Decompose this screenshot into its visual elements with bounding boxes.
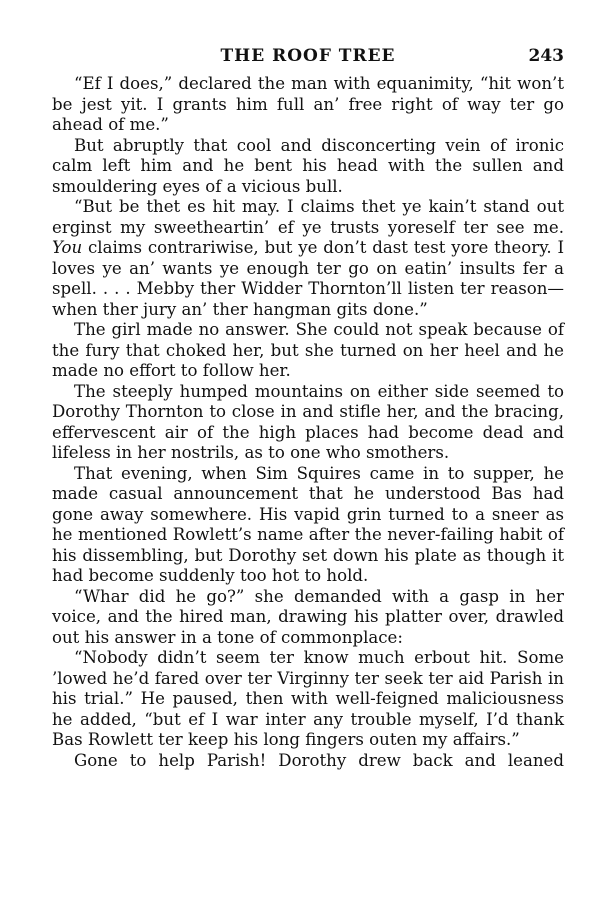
running-title: THE ROOF TREE <box>220 46 396 66</box>
book-page <box>52 40 564 771</box>
paragraph: The steeply humped mountains on either side seemed to Dorothy Thornton to close in and stifle her, and the bracing, effervescent air of the high places had become dead and lifeless in her nostrils, as to one who smothers. <box>52 381 564 462</box>
paragraph <box>52 197 564 320</box>
paragraph: Gone to help Parish! Dorothy drew back and leaned <box>74 750 564 770</box>
paragraph: The girl made no answer. She could not speak because of the fury that choked her, but she turned on her heel and he made no effort to follow her. <box>52 320 564 380</box>
paragraph-text: claims contrariwise, but ye don’t dast test yore theory. I loves ye an’ wants ye enough ter go on eatin’ insults fer a spell. . . . Mebby ther Widder Thornton’ll listen ter reason—when ther jury an’ ther hangman gits done.” <box>52 238 564 319</box>
paragraph-text: “But be thet es hit may. I claims thet ye kain’t stand out erginst my sweetheartin’ ef ye trusts yoreself ter see me. <box>52 197 564 237</box>
page-number: 243 <box>528 46 564 66</box>
running-header <box>52 40 564 66</box>
paragraph: But abruptly that cool and disconcerting vein of ironic calm left him and he bent his head with the sullen and smouldering eyes of a vicious bull. <box>52 135 564 196</box>
paragraph: “Nobody didn’t seem ter know much erbout hit. Some ’lowed he’d fared over ter Virginny ter seek ter aid Parish in his trial.” He paused, then with well-feigned maliciousness he added, “but ef I war inter any trouble myself, I’d thank Bas Rowlett ter keep his long fingers outen my affairs.” <box>52 648 564 749</box>
paragraph: “Whar did he go?” she demanded with a gasp in her voice, and the hired man, drawing his platter over, drawled out his answer in a tone of commonplace: <box>52 586 564 647</box>
paragraph: “Ef I does,” declared the man with equanimity, “hit won’t be jest yit. I grants him full an’ free right of way ter go ahead of me.” <box>52 74 564 134</box>
emphasized-word: You <box>52 238 83 257</box>
body-text <box>52 74 564 771</box>
paragraph: That evening, when Sim Squires came in to supper, he made casual announcement that he understood Bas had gone away somewhere. His vapid grin turned to a sneer as he mentioned Rowlett’s name after the never-failing habit of his dissembling, but Dorothy set down his plate as though it had become suddenly too hot to hold. <box>52 463 564 585</box>
